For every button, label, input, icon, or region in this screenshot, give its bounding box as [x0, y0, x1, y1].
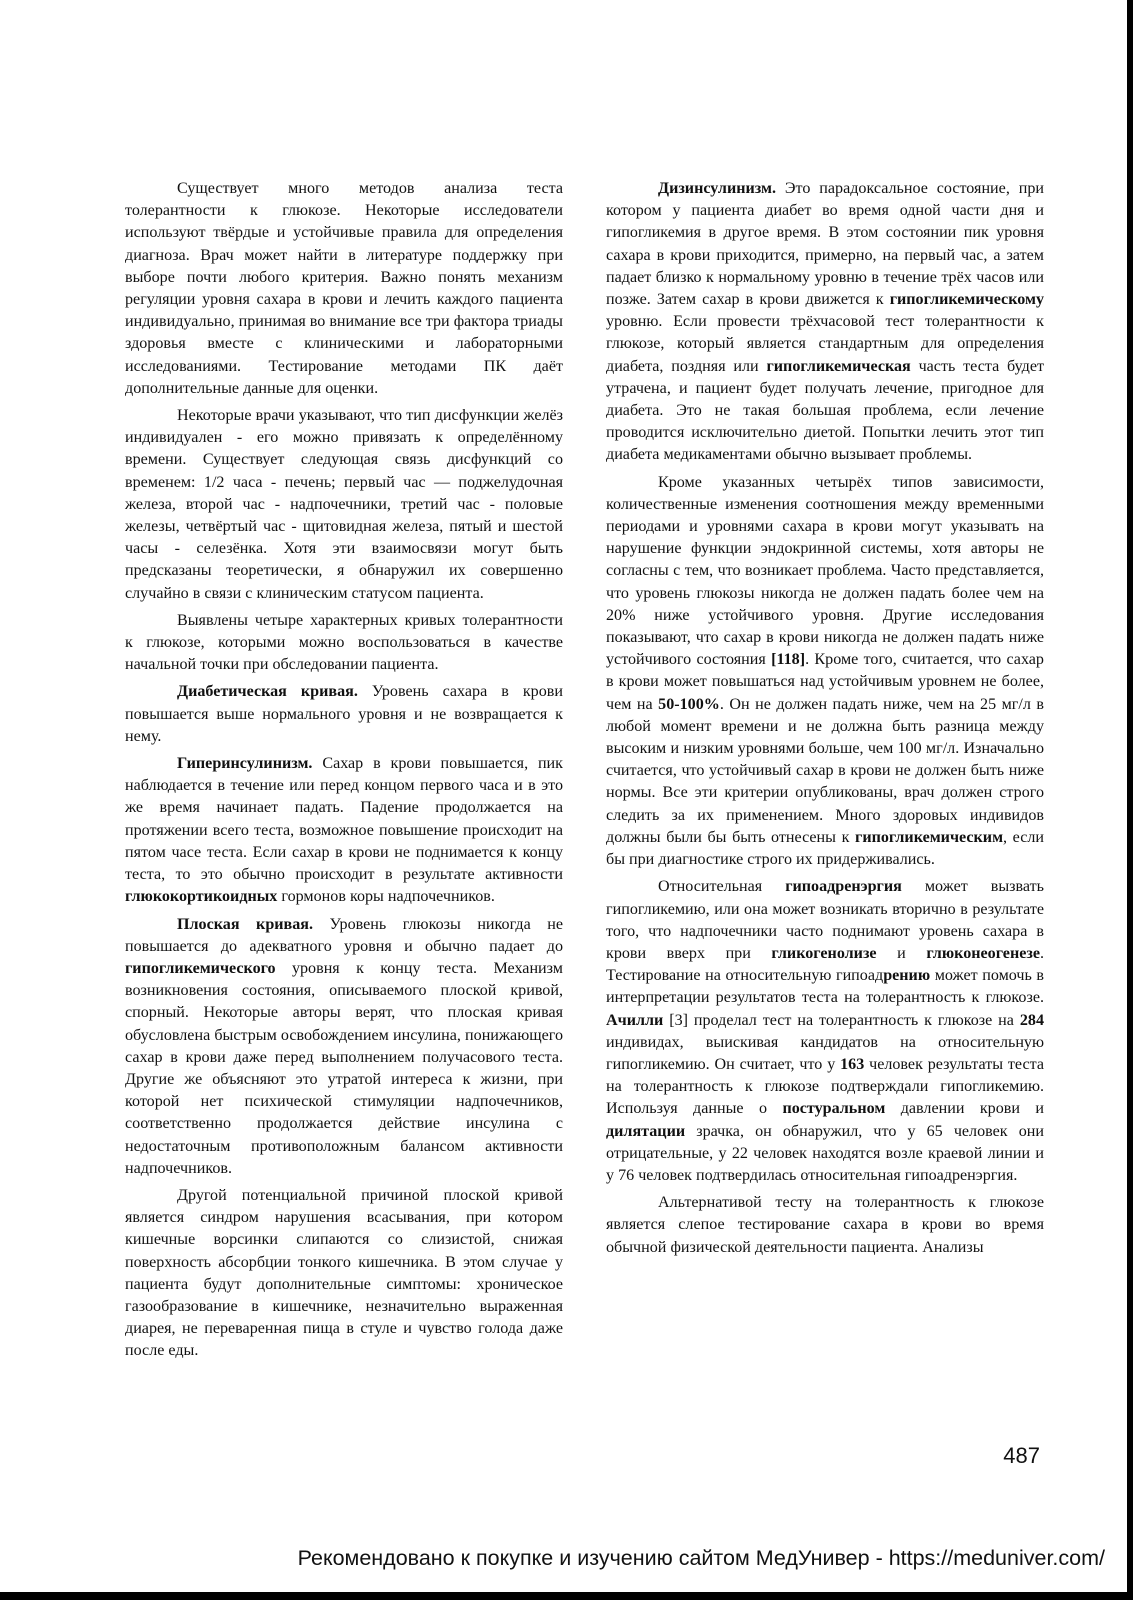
paragraph — [125, 178, 563, 400]
term-title: Диабетическая кривая. — [177, 683, 358, 701]
paragraph-text: [3] проделал тест на толерантность к глюкозе на — [663, 1011, 1020, 1029]
paragraph-text: Кроме указанных четырёх типов зависимости, количественные изменения соотношения между временными периодами и уровнями сахара в крови могут указывать на нарушение функции эндокринной системы, хотя авторы не согласны с тем, что возникает проблема. Часто представляется, что уровень глюкозы никогда не должен падать более чем на 20% ниже устойчивого уровня. Другие исследования показывают, что сахар в крови никогда не должен падать ниже устойчивого состояния — [606, 473, 1044, 669]
paragraph — [606, 1192, 1044, 1259]
emphasis: 50-100% — [658, 695, 720, 713]
emphasis: гипогликемического — [125, 959, 276, 977]
paragraph — [125, 405, 563, 605]
paragraph-text: . Кроме того, считается, что сахар в крови может повышаться над устойчивым уровнем не более, чем на — [606, 651, 1044, 713]
paragraph-dysinsulinism — [606, 178, 1044, 467]
term-title: Дизинсулинизм. — [658, 180, 777, 197]
paragraph-text: . Он не должен падать ниже, чем на 25 мг/л в любой момент времени и не должна быть разница между высоким и низким уровнями больше, чем 100 мг/л. Изначально считается, что устойчивый сахар в крови не должен быть ниже нормы. Все эти критерии опубликованы, врач должен строго следить за их применением. Много здоровых индивидов должны были бы быть отнесены к — [606, 695, 1045, 846]
footer-recommendation: Рекомендовано к покупке и изучению сайтом МедУнивер - https://meduniver.com/ — [297, 1546, 1105, 1570]
paragraph-text: Сахар в крови повышается, пик наблюдается в течение или перед концом первого часа и в это же время начинает падать. Падение продолжается на протяжении всего теста, возможное повышение происходит на пятом часе теста. Если сахар в крови не поднимается к концу теста, то это обычно происходит в результате активности — [125, 755, 563, 884]
emphasis: глюкокортикоидных — [125, 888, 278, 906]
right-column — [606, 178, 1044, 1259]
emphasis: рению — [883, 967, 931, 985]
paragraph-text: Это парадоксальное состояние, при котором у пациента диабет во время одной части дня и гипогликемия в другое время. В этом состоянии пик уровня сахара в крови приходится, примерно, на первый час, а затем падает близко к нормальному уровню в течение трёх часов или позже. Затем сахар в крови движется к — [606, 180, 1044, 309]
paragraph-diabetic-curve — [125, 681, 563, 748]
paragraph-text: зрачка, он обнаружил, что у 65 человек они отрицательные, у 22 человек находятся возле краевой линии и у 76 человек подтвердилась относительная гипоадренэргия. — [606, 1122, 1044, 1184]
emphasis: гликогенолизе — [771, 944, 877, 962]
paragraph-text: может вызвать гипогликемию, или она может возникать вторично в результате того, что надпочечники часто поднимают уровень сахара в крови вверх при — [606, 878, 1045, 962]
paragraph-text: . Тестирование на относительную гипоад — [606, 944, 1044, 985]
paragraph — [606, 472, 1044, 872]
emphasis: глюконеогенезе — [926, 944, 1040, 962]
paragraph-text: человек результаты теста на толерантность к глюкозе подтверждали гипогликемию. Используя данные о — [606, 1055, 1044, 1118]
paragraph — [606, 876, 1044, 1187]
paragraph-text: Уровень глюкозы никогда не повышается до адекватного уровня и обычно падает до — [125, 915, 563, 955]
paragraph-text: Альтернативой тесту на толерантность к глюкозе является слепое тестирование сахара в крови во время обычной физической деятельности пациента. Анализы — [606, 1194, 1044, 1256]
emphasis: гипогликемическая — [766, 357, 911, 375]
paragraph-text: Относительная — [658, 878, 786, 896]
paragraph-text: уровню. Если провести трёхчасовой тест толерантности к глюкозе, который является стандартным для определения диабета, поздняя или — [606, 313, 1044, 375]
paragraph-text: Выявлены четыре характерных кривых толерантности к глюкозе, которыми можно воспользоваться в качестве начальной точки при обследовании пациента. — [125, 611, 563, 674]
page-edge-bottom — [0, 1592, 1133, 1600]
term-title: Плоская кривая. — [177, 915, 314, 933]
emphasis: 163 — [840, 1055, 865, 1073]
paragraph-text: , если бы при диагностике строго их придерживались. — [606, 828, 1044, 869]
paragraph-text: индивидах, выискивая кандидатов на относительную гипогликемию. Он считает, что у — [606, 1033, 1044, 1073]
emphasis: гипоадренэргия — [785, 878, 902, 896]
paragraph-text: Другой потенциальной причиной плоской кривой является синдром нарушения всасывания, при котором кишечные ворсинки слипаются со слизистой, снижая поверхность абсорбции тонкого кишечника. В этом случае у пациента будут дополнительные симптомы: хроническое газообразование в кишечнике, незначительно выраженная диарея, не переваренная пища в стуле и чувство голода даже после еды. — [125, 1186, 563, 1360]
paragraph-hyperinsulinism — [125, 753, 563, 908]
citation: [118] — [771, 651, 806, 669]
emphasis: гипогликемическому — [889, 291, 1044, 309]
paragraph-text: уровня к концу теста. Механизм возникновения состояния, описываемого плоской кривой, спорный. Некоторые авторы верят, что плоская кривая обусловлена быстрым освобождением инсулина, понижающего сахар в крови даже перед выполнением получасового теста. Другие же объясняют это утратой интереса к жизни, при которой нет психической стимуляции надпочечников, соответственно продолжается действие инсулина с недостаточным противоположным балансом активности надпочечников. — [125, 959, 563, 1177]
paragraph-text: и — [876, 944, 927, 962]
emphasis: гипогликемическим — [855, 828, 1004, 846]
page-number: 487 — [1003, 1443, 1040, 1468]
paragraph-text: Существует много методов анализа теста толерантности к глюкозе. Некоторые исследователи используют твёрдые и устойчивые правила для определения диагноза. Врач может найти в литературе поддержку при выборе почти любого критерия. Важно понять механизм регуляции уровня сахара в крови и лечить каждого пациента индивидуально, принимая во внимание все три фактора триады здоровья вместе с клиническими и лабораторными исследованиями. Тестирование методами ПК даёт дополнительные данные для оценки. — [125, 180, 563, 397]
left-column — [125, 178, 563, 1363]
paragraph — [125, 610, 563, 677]
emphasis: 284 — [1019, 1011, 1044, 1029]
emphasis: постуральном — [782, 1100, 886, 1118]
paragraph-text: давлении крови и — [885, 1100, 1044, 1118]
paragraph — [125, 1185, 563, 1363]
paragraph-text: может помочь в интерпретации результатов теста на толерантность к глюкозе. — [606, 967, 1044, 1007]
paragraph-flat-curve — [125, 914, 563, 1180]
paragraph-text: Уровень сахара в крови повышается выше нормального уровня и не возвращается к нему. — [125, 683, 563, 745]
paragraph-text: Некоторые врачи указывают, что тип дисфункции желёз индивидуален - его можно привязать к определённому времени. Существует следующая связь дисфункций со временем: 1/2 часа - печень; первый час — поджелудочная железа, второй час - надпочечники, третий час - половые железы, четвёртый час - щитовидная железа, пятый и шестой часы - селезёнка. Хотя эти взаимосвязи могут быть предсказаны теоретически, я обнаружил их совершенно случайно в связи с клиническим статусом пациента. — [125, 407, 563, 602]
emphasis: дилятации — [606, 1122, 686, 1140]
paragraph-text: гормонов коры надпочечников. — [277, 888, 495, 906]
paragraph-text: часть теста будет утрачена, и пациент будет получать лечение, пригодное для диабета. Это не такая большая проблема, если лечение проводится исключительно диетой. Попытки лечить этот тип диабета медикаментами обычно вызывает проблемы. — [606, 357, 1044, 464]
term-title: Гиперинсулинизм. — [177, 755, 313, 773]
emphasis: Ачилли — [606, 1011, 664, 1029]
page-edge-right — [1127, 0, 1133, 1600]
